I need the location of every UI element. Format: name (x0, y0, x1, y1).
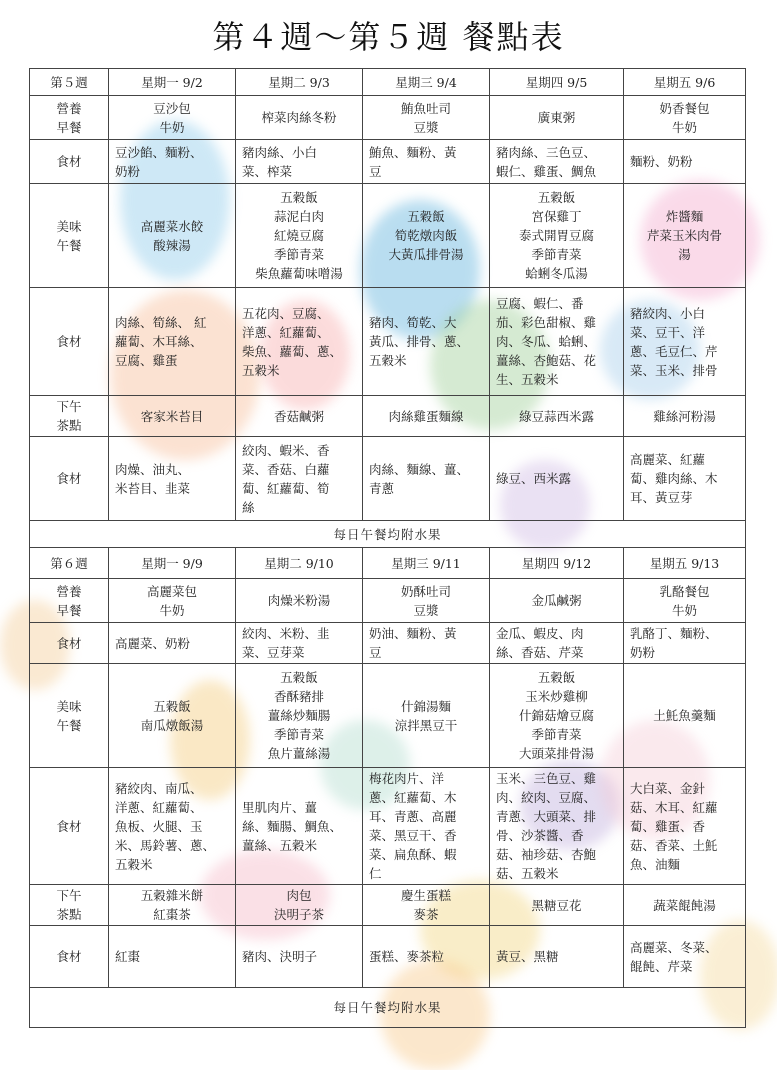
ingredient-text: 肉絲、麵線、薑、 (369, 461, 470, 477)
day-header: 星期五 9/6 (624, 69, 746, 96)
dish-name: 宮保雞丁 (531, 209, 582, 224)
meal-cell (236, 579, 363, 623)
meal-cell (490, 664, 624, 768)
dish-name: 大頭菜排骨湯 (518, 746, 594, 761)
dish-name: 榨菜肉絲冬粉 (261, 110, 337, 125)
ingredients-row (30, 768, 746, 885)
dish-name: 五穀飯 (537, 670, 576, 685)
ingredient-text: 絲 (242, 499, 255, 515)
ingredient-text: 蔔、雞蛋、香 (630, 818, 706, 834)
ingredients-cell (624, 288, 746, 396)
week-label: 第６週 (30, 548, 109, 579)
dish-name: 什錦菇燴豆腐 (518, 708, 594, 723)
row-category (30, 579, 109, 623)
dish-name: 柴魚蘿蔔味噌湯 (255, 266, 343, 281)
category-text: 午餐 (56, 717, 82, 733)
dish-name: 玉米炒雞柳 (525, 689, 588, 704)
dish-name: 高麗菜包 (146, 583, 197, 599)
ingredient-text: 絲、香菇、芹菜 (496, 645, 584, 660)
meal-cell (236, 184, 363, 288)
ingredient-text: 菜、扁魚酥、蝦 (369, 847, 457, 862)
ingredients-cell (236, 768, 363, 885)
meal-cell (363, 184, 490, 288)
ingredients-cell (490, 768, 624, 885)
ingredient-text: 高麗菜、紅蘿 (630, 452, 706, 467)
dish-name: 乳酪餐包 (659, 583, 710, 599)
ingredient-text: 五穀米 (115, 856, 153, 872)
meal-cell (624, 885, 746, 926)
day-header: 星期二 9/3 (236, 69, 363, 96)
ingredient-text: 蛋糕、麥茶粒 (369, 949, 445, 964)
dish-name: 薑絲炒麵腸 (267, 708, 331, 723)
day-header: 星期一 9/9 (109, 548, 236, 579)
ingredient-text: 耳、青蔥、高麗 (369, 809, 457, 824)
meal-cell (490, 885, 624, 926)
dish-name: 土魠魚羹麵 (653, 708, 716, 723)
ingredient-text: 豬肉、筍乾、大 (369, 315, 457, 330)
fruit-note: 每日午餐均附水果 (30, 521, 746, 548)
dish-name: 牛奶 (159, 602, 185, 618)
dish-name: 泰式開胃豆腐 (518, 228, 594, 243)
ingredient-text: 豆沙餡、麵粉、 (115, 144, 203, 160)
ingredient-text: 麵粉、奶粉 (630, 154, 693, 169)
ingredient-text: 紅棗 (115, 949, 141, 964)
ingredient-text: 梅花肉片、洋 (369, 771, 445, 786)
dish-name: 蛤蜊冬瓜湯 (525, 266, 588, 281)
meal-cell (363, 579, 490, 623)
meal-cell (624, 664, 746, 768)
week-header-row (30, 548, 746, 579)
ingredients-row (30, 623, 746, 664)
meal-cell (624, 184, 746, 288)
meal-cell (363, 885, 490, 926)
ingredients-cell (363, 926, 490, 988)
ingredients-cell (363, 623, 490, 664)
category-text: 食材 (56, 635, 82, 651)
dish-name: 豆沙包 (153, 100, 191, 116)
week-header-row (30, 69, 746, 96)
ingredient-text: 耳、黃豆芽 (630, 490, 693, 505)
meal-row (30, 396, 746, 437)
ingredient-text: 豬絞肉、小白 (630, 305, 706, 321)
dish-name: 肉包 (286, 888, 312, 903)
dish-name: 五穀飯 (280, 670, 318, 685)
dish-name: 決明子茶 (273, 907, 324, 922)
ingredient-text: 五花肉、豆腐、 (242, 305, 330, 321)
ingredient-text: 豆 (369, 645, 382, 660)
week-label: 第５週 (30, 69, 109, 96)
dish-name: 炸醬麵 (665, 209, 704, 224)
dish-name: 蔬菜餛飩湯 (653, 897, 716, 913)
category-text: 營養 (56, 583, 82, 599)
ingredients-cell (109, 437, 236, 521)
dish-name: 雞絲河粉湯 (653, 408, 716, 424)
dish-name: 金瓜鹹粥 (531, 593, 582, 608)
ingredient-text: 洋蔥、紅蘿蔔、 (115, 799, 203, 815)
ingredients-cell (490, 288, 624, 396)
ingredient-text: 豆腐、雞蛋 (115, 353, 178, 368)
ingredient-text: 薑絲、杏鮑菇、花 (496, 353, 597, 368)
day-header: 星期五 9/13 (624, 548, 746, 579)
ingredient-text: 里肌肉片、薑 (242, 799, 318, 815)
ingredient-text: 肉、絞肉、豆腐、 (496, 790, 597, 805)
day-header: 星期二 9/10 (236, 548, 363, 579)
menu-table (29, 68, 746, 1028)
ingredients-row (30, 926, 746, 988)
ingredients-row (30, 288, 746, 396)
ingredient-text: 絲、麵腸、鯛魚、 (242, 818, 343, 834)
ingredient-text: 魚板、火腿、玉 (115, 818, 203, 834)
ingredient-text: 菇、香菜、土魠 (630, 837, 718, 853)
row-category (30, 623, 109, 664)
dish-name: 牛奶 (671, 602, 697, 618)
ingredients-cell (624, 926, 746, 988)
ingredient-text: 豬肉、決明子 (242, 949, 318, 964)
ingredient-text: 洋蔥、紅蘿蔔、 (242, 324, 330, 340)
row-category (30, 437, 109, 521)
ingredient-text: 豆 (369, 163, 382, 179)
ingredient-text: 米苔目、韭菜 (115, 480, 191, 496)
page-title: 第４週～第５週 餐點表 (212, 18, 565, 56)
ingredient-text: 菜、黑豆干、香 (369, 828, 457, 843)
category-text: 早餐 (56, 602, 82, 618)
ingredient-text: 薑絲、五穀米 (242, 837, 318, 853)
meal-row (30, 579, 746, 623)
category-text: 食材 (56, 334, 82, 349)
row-category (30, 885, 109, 926)
category-text: 美味 (56, 218, 82, 234)
dish-name: 五穀飯 (407, 209, 445, 224)
category-text: 美味 (56, 698, 82, 714)
ingredient-text: 絞肉、蝦米、香 (242, 442, 330, 458)
day-header: 星期三 9/11 (363, 548, 490, 579)
fruit-note: 每日午餐均附水果 (30, 988, 746, 1028)
ingredient-text: 菇、五穀米 (496, 866, 559, 881)
ingredient-text: 黃豆、黑糖 (496, 949, 559, 964)
ingredients-cell (109, 623, 236, 664)
ingredient-text: 仁 (369, 866, 382, 881)
category-text: 下午 (56, 888, 82, 903)
dish-name: 酸辣湯 (153, 237, 191, 253)
ingredients-cell (236, 140, 363, 184)
ingredient-text: 柴魚、蘿蔔、蔥、 (242, 343, 343, 359)
dish-name: 筍乾燉肉飯 (394, 228, 458, 243)
ingredient-text: 肉絲、筍絲、 紅 (115, 315, 207, 330)
dish-name: 香菇鹹粥 (273, 408, 324, 424)
ingredient-text: 菇、袖珍菇、杏鮑 (496, 847, 597, 862)
ingredient-text: 五穀米 (242, 362, 280, 378)
ingredient-text: 豬肉絲、小白 (242, 144, 318, 160)
ingredient-text: 蔔、紅蘿蔔、筍 (242, 480, 330, 496)
row-category (30, 140, 109, 184)
category-text: 營養 (56, 100, 82, 116)
meal-cell (236, 96, 363, 140)
ingredient-text: 菜、豆芽菜 (242, 645, 305, 660)
ingredients-cell (363, 437, 490, 521)
ingredient-text: 蝦仁、雞蛋、鯛魚 (496, 163, 597, 179)
meal-cell (490, 96, 624, 140)
dish-name: 廣東粥 (537, 110, 576, 125)
dish-name: 季節青菜 (273, 727, 324, 742)
ingredient-text: 金瓜、蝦皮、肉 (496, 626, 584, 641)
ingredients-cell (624, 437, 746, 521)
ingredient-text: 肉燥、油丸、 (115, 461, 191, 477)
ingredients-cell (109, 926, 236, 988)
meal-cell (109, 96, 236, 140)
day-header: 星期四 9/5 (490, 69, 624, 96)
dish-name: 麥茶 (413, 907, 439, 922)
ingredients-cell (624, 623, 746, 664)
ingredient-text: 大白菜、金針 (630, 780, 706, 796)
ingredient-text: 蔥、紅蘿蔔、木 (369, 790, 457, 805)
ingredient-text: 菜、玉米、排骨 (630, 362, 718, 378)
category-text: 早餐 (56, 119, 82, 135)
ingredients-cell (363, 768, 490, 885)
ingredients-cell (236, 437, 363, 521)
dish-name: 季節青菜 (273, 247, 324, 262)
ingredient-text: 絞肉、米粉、韭 (242, 626, 330, 641)
ingredients-row (30, 140, 746, 184)
ingredients-cell (236, 623, 363, 664)
row-category (30, 288, 109, 396)
meal-row (30, 885, 746, 926)
ingredient-text: 玉米、三色豆、雞 (496, 771, 597, 786)
meal-row (30, 184, 746, 288)
dish-name: 鮪魚吐司 (400, 100, 451, 116)
ingredient-text: 鮪魚、麵粉、黃 (369, 144, 457, 160)
ingredients-cell (236, 926, 363, 988)
ingredient-text: 豬絞肉、南瓜、 (115, 780, 203, 796)
ingredient-text: 菜、豆干、洋 (630, 324, 706, 340)
dish-name: 豆漿 (413, 602, 439, 618)
ingredients-cell (363, 288, 490, 396)
dish-name: 季節青菜 (531, 727, 582, 742)
ingredient-text: 蔥、毛豆仁、芹 (630, 343, 718, 359)
dish-name: 肉絲雞蛋麵線 (388, 408, 464, 424)
dish-name: 大黃瓜排骨湯 (388, 247, 464, 262)
dish-name: 芹菜玉米肉骨 (646, 228, 722, 243)
ingredient-text: 高麗菜、冬菜、 (630, 939, 718, 955)
ingredient-text: 乳酪丁、麵粉、 (630, 626, 718, 641)
ingredient-text: 菜、香菇、白蘿 (242, 461, 330, 477)
dish-name: 魚片薑絲湯 (267, 746, 331, 761)
row-category (30, 184, 109, 288)
dish-name: 季節青菜 (531, 247, 582, 262)
ingredients-cell (624, 768, 746, 885)
ingredient-text: 五穀米 (369, 353, 407, 368)
meal-cell (624, 396, 746, 437)
dish-name: 肉燥米粉湯 (267, 593, 331, 608)
day-header: 星期四 9/12 (490, 548, 624, 579)
dish-name: 奶酥吐司 (400, 583, 451, 599)
row-category (30, 664, 109, 768)
meal-cell (109, 664, 236, 768)
meal-cell (236, 664, 363, 768)
ingredients-cell (490, 140, 624, 184)
meal-cell (490, 396, 624, 437)
dish-name: 湯 (678, 247, 691, 262)
menu-table-container (29, 68, 745, 1028)
meal-cell (363, 664, 490, 768)
dish-name: 綠豆蒜西米露 (518, 408, 594, 424)
ingredients-row (30, 437, 746, 521)
meal-cell (624, 579, 746, 623)
ingredient-text: 青蔥 (369, 480, 395, 496)
dish-name: 南瓜燉飯湯 (140, 717, 204, 733)
ingredient-text: 奶油、麵粉、黃 (369, 626, 457, 641)
meal-cell (490, 579, 624, 623)
ingredient-text: 綠豆、西米露 (496, 471, 572, 486)
row-category (30, 926, 109, 988)
note-row (30, 521, 746, 548)
ingredient-text: 蘿蔔、木耳絲、 (115, 334, 203, 349)
ingredient-text: 高麗菜、奶粉 (115, 635, 191, 651)
ingredient-text: 茄、彩色甜椒、雞 (496, 315, 597, 330)
category-text: 食材 (56, 949, 82, 964)
day-header: 星期三 9/4 (363, 69, 490, 96)
ingredient-text: 青蔥、大頭菜、排 (496, 809, 597, 824)
meal-row (30, 664, 746, 768)
meal-cell (236, 396, 363, 437)
meal-cell (236, 885, 363, 926)
category-text: 食材 (56, 154, 82, 169)
category-text: 食材 (56, 471, 82, 486)
dish-name: 豆漿 (413, 119, 439, 135)
category-text: 茶點 (56, 418, 82, 433)
dish-name: 紅棗茶 (153, 907, 191, 922)
meal-cell (624, 96, 746, 140)
ingredients-cell (363, 140, 490, 184)
dish-name: 五穀雜米餅 (140, 888, 204, 903)
ingredient-text: 米、馬鈴薯、蔥、 (115, 837, 216, 853)
row-category (30, 96, 109, 140)
category-text: 下午 (56, 399, 82, 414)
dish-name: 五穀飯 (153, 698, 191, 714)
dish-name: 高麗菜水餃 (140, 218, 204, 234)
meal-cell (109, 184, 236, 288)
meal-cell (490, 184, 624, 288)
meal-cell (109, 579, 236, 623)
dish-name: 黑糖豆花 (531, 897, 582, 913)
category-text: 食材 (56, 818, 82, 834)
meal-cell (363, 396, 490, 437)
ingredients-cell (109, 288, 236, 396)
ingredients-cell (236, 288, 363, 396)
ingredient-text: 菇、木耳、紅蘿 (630, 799, 718, 815)
ingredients-cell (109, 768, 236, 885)
dish-name: 蒜泥白肉 (273, 209, 324, 224)
ingredient-text: 豬肉絲、三色豆、 (496, 144, 597, 160)
ingredients-cell (490, 926, 624, 988)
note-row (30, 988, 746, 1028)
meal-cell (363, 96, 490, 140)
dish-name: 涼拌黑豆干 (394, 717, 458, 733)
ingredient-text: 骨、沙茶醬、香 (496, 828, 584, 843)
dish-name: 什錦湯麵 (400, 698, 451, 714)
ingredient-text: 肉、冬瓜、蛤蜊、 (496, 334, 597, 349)
ingredient-text: 豆腐、蝦仁、番 (496, 296, 584, 311)
ingredient-text: 蔔、雞肉絲、木 (630, 471, 718, 486)
dish-name: 慶生蛋糕 (400, 888, 451, 903)
ingredients-cell (490, 623, 624, 664)
dish-name: 香酥豬排 (273, 689, 324, 704)
dish-name: 五穀飯 (280, 190, 318, 205)
dish-name: 紅燒豆腐 (273, 228, 324, 243)
category-text: 午餐 (56, 237, 82, 253)
ingredient-text: 菜、榨菜 (242, 163, 293, 179)
dish-name: 牛奶 (671, 119, 697, 135)
meal-cell (109, 396, 236, 437)
row-category (30, 396, 109, 437)
meal-cell (109, 885, 236, 926)
ingredient-text: 生、五穀米 (496, 372, 559, 387)
ingredient-text: 奶粉 (630, 645, 656, 660)
meal-row (30, 96, 746, 140)
ingredient-text: 奶粉 (115, 163, 141, 179)
dish-name: 五穀飯 (537, 190, 576, 205)
ingredient-text: 餛飩、芹菜 (630, 958, 693, 974)
row-category (30, 768, 109, 885)
category-text: 茶點 (56, 907, 82, 922)
ingredient-text: 魚、油麵 (630, 856, 681, 872)
ingredient-text: 黃瓜、排骨、蔥、 (369, 334, 470, 349)
dish-name: 奶香餐包 (659, 100, 710, 116)
day-header: 星期一 9/2 (109, 69, 236, 96)
ingredients-cell (490, 437, 624, 521)
ingredients-cell (624, 140, 746, 184)
dish-name: 客家米苔目 (140, 408, 204, 424)
dish-name: 牛奶 (159, 119, 185, 135)
ingredients-cell (109, 140, 236, 184)
